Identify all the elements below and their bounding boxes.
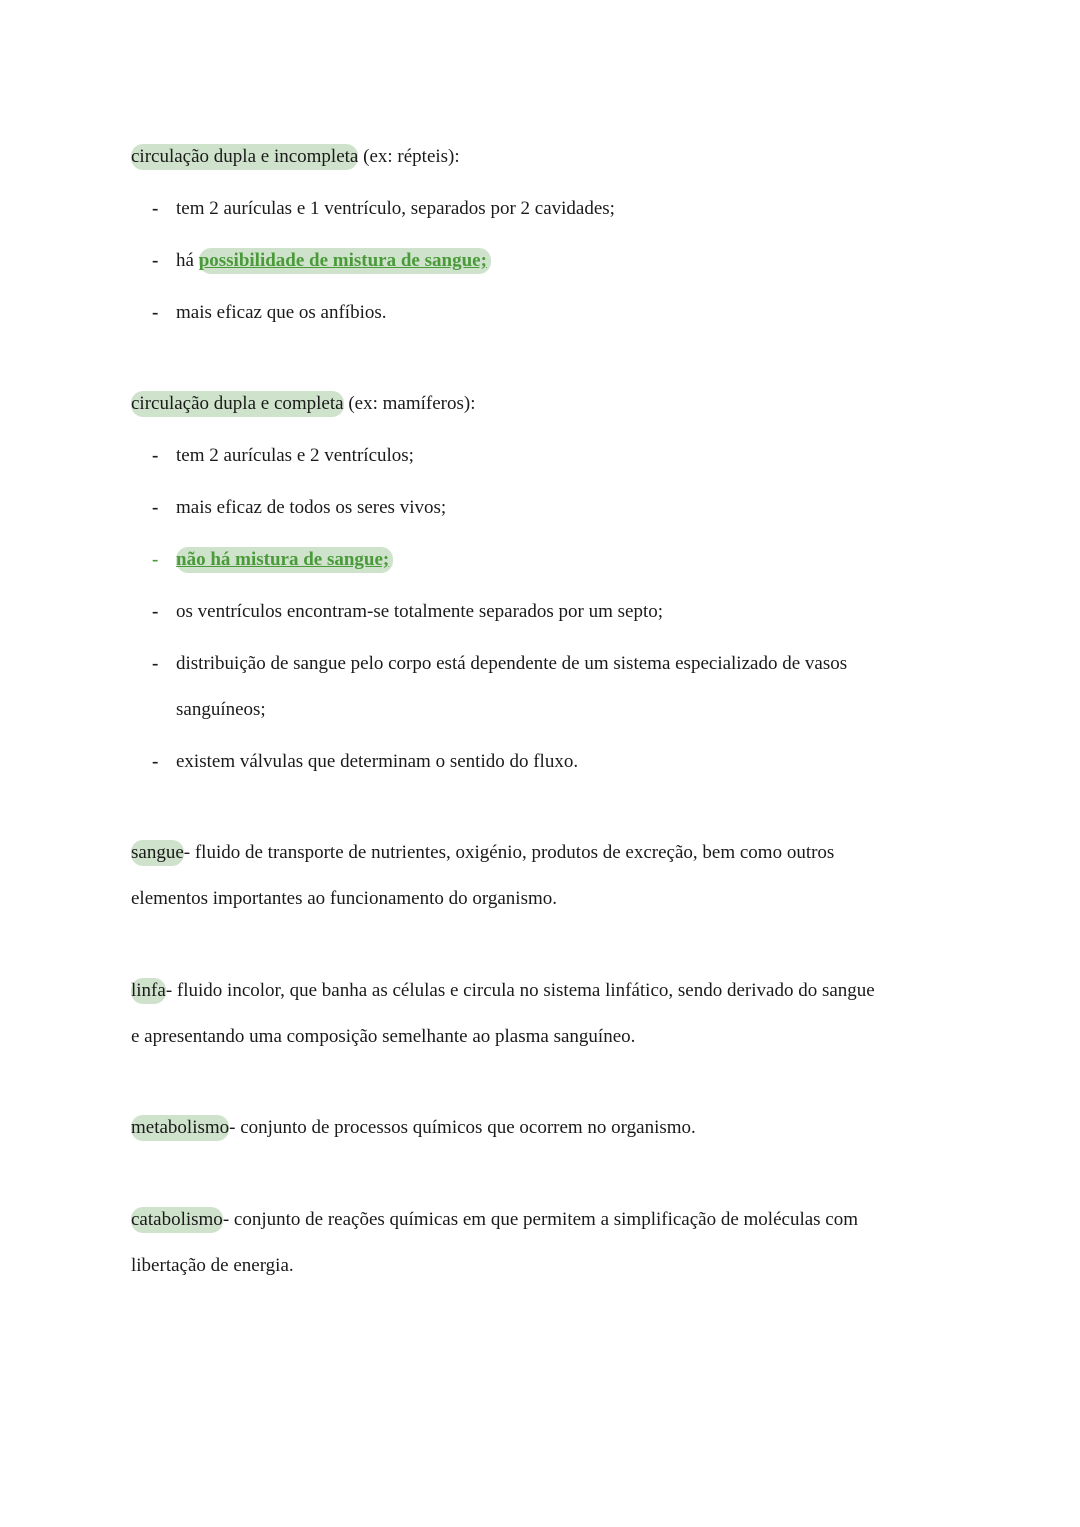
- list-item: [152, 497, 446, 519]
- definition-text: - fluido incolor, que banha as células e circula no sistema linfático, sendo derivado do sangue: [165, 980, 875, 1001]
- list-item: [152, 653, 847, 675]
- highlighted-term: sangue: [131, 840, 184, 866]
- definition-continuation: elementos importantes ao funcionamento do organismo.: [131, 888, 557, 909]
- heading-rest: (ex: répteis):: [358, 146, 460, 167]
- definition-catabolismo: [131, 1209, 858, 1231]
- list-item: [152, 250, 491, 272]
- definition-text: - fluido de transporte de nutrientes, oxigénio, produtos de excreção, bem como outros: [183, 842, 835, 863]
- definition-linfa: [131, 980, 875, 1002]
- list-item-text: tem 2 aurículas e 2 ventrículos;: [176, 445, 414, 466]
- list-item: [152, 445, 414, 467]
- highlighted-term: metabolismo: [131, 1115, 229, 1141]
- definition-sangue: [131, 842, 834, 864]
- bullet-dash: -: [152, 445, 159, 466]
- bullet-dash: -: [152, 250, 159, 271]
- bullet-dash: -: [152, 653, 159, 674]
- bullet-dash: -: [152, 302, 159, 323]
- heading-rest: (ex: mamíferos):: [343, 393, 476, 414]
- bullet-dash: -: [152, 601, 159, 622]
- highlighted-term: circulação dupla e completa: [131, 391, 344, 417]
- bullet-dash: -: [152, 198, 159, 219]
- definition-text: - conjunto de processos químicos que ocorrem no organismo.: [229, 1117, 696, 1138]
- highlighted-emphasis: não há mistura de sangue;: [176, 547, 393, 573]
- definition-text: - conjunto de reações químicas em que permitem a simplificação de moléculas com: [222, 1209, 859, 1230]
- definition-continuation: libertação de energia.: [131, 1255, 294, 1276]
- highlighted-term: circulação dupla e incompleta: [131, 144, 358, 170]
- list-item: [152, 601, 663, 623]
- definition-continuation: e apresentando uma composição semelhante ao plasma sanguíneo.: [131, 1026, 636, 1047]
- list-item: [152, 302, 387, 324]
- heading-incompleta: [131, 146, 460, 168]
- highlighted-term: catabolismo: [131, 1207, 223, 1233]
- highlighted-emphasis: possibilidade de mistura de sangue;: [199, 248, 491, 274]
- list-item: [152, 549, 393, 571]
- bullet-dash: -: [152, 497, 159, 518]
- list-item-text: mais eficaz de todos os seres vivos;: [176, 497, 447, 518]
- list-item-text: tem 2 aurículas e 1 ventrículo, separados por 2 cavidades;: [176, 198, 615, 219]
- bullet-dash: -: [152, 751, 159, 772]
- list-item-text: há: [176, 250, 199, 271]
- definition-metabolismo: [131, 1117, 696, 1139]
- list-item-text: existem válvulas que determinam o sentido do fluxo.: [176, 751, 579, 772]
- list-item-continuation: sanguíneos;: [176, 699, 266, 720]
- bullet-dash: -: [152, 549, 159, 570]
- list-item-text: os ventrículos encontram-se totalmente separados por um septo;: [176, 601, 664, 622]
- heading-completa: [131, 393, 476, 415]
- list-item-text: mais eficaz que os anfíbios.: [176, 302, 387, 323]
- list-item: [152, 751, 578, 773]
- list-item-text: distribuição de sangue pelo corpo está dependente de um sistema especializado de vasos: [176, 653, 848, 674]
- list-item: [152, 198, 615, 220]
- highlighted-term: linfa: [131, 978, 166, 1004]
